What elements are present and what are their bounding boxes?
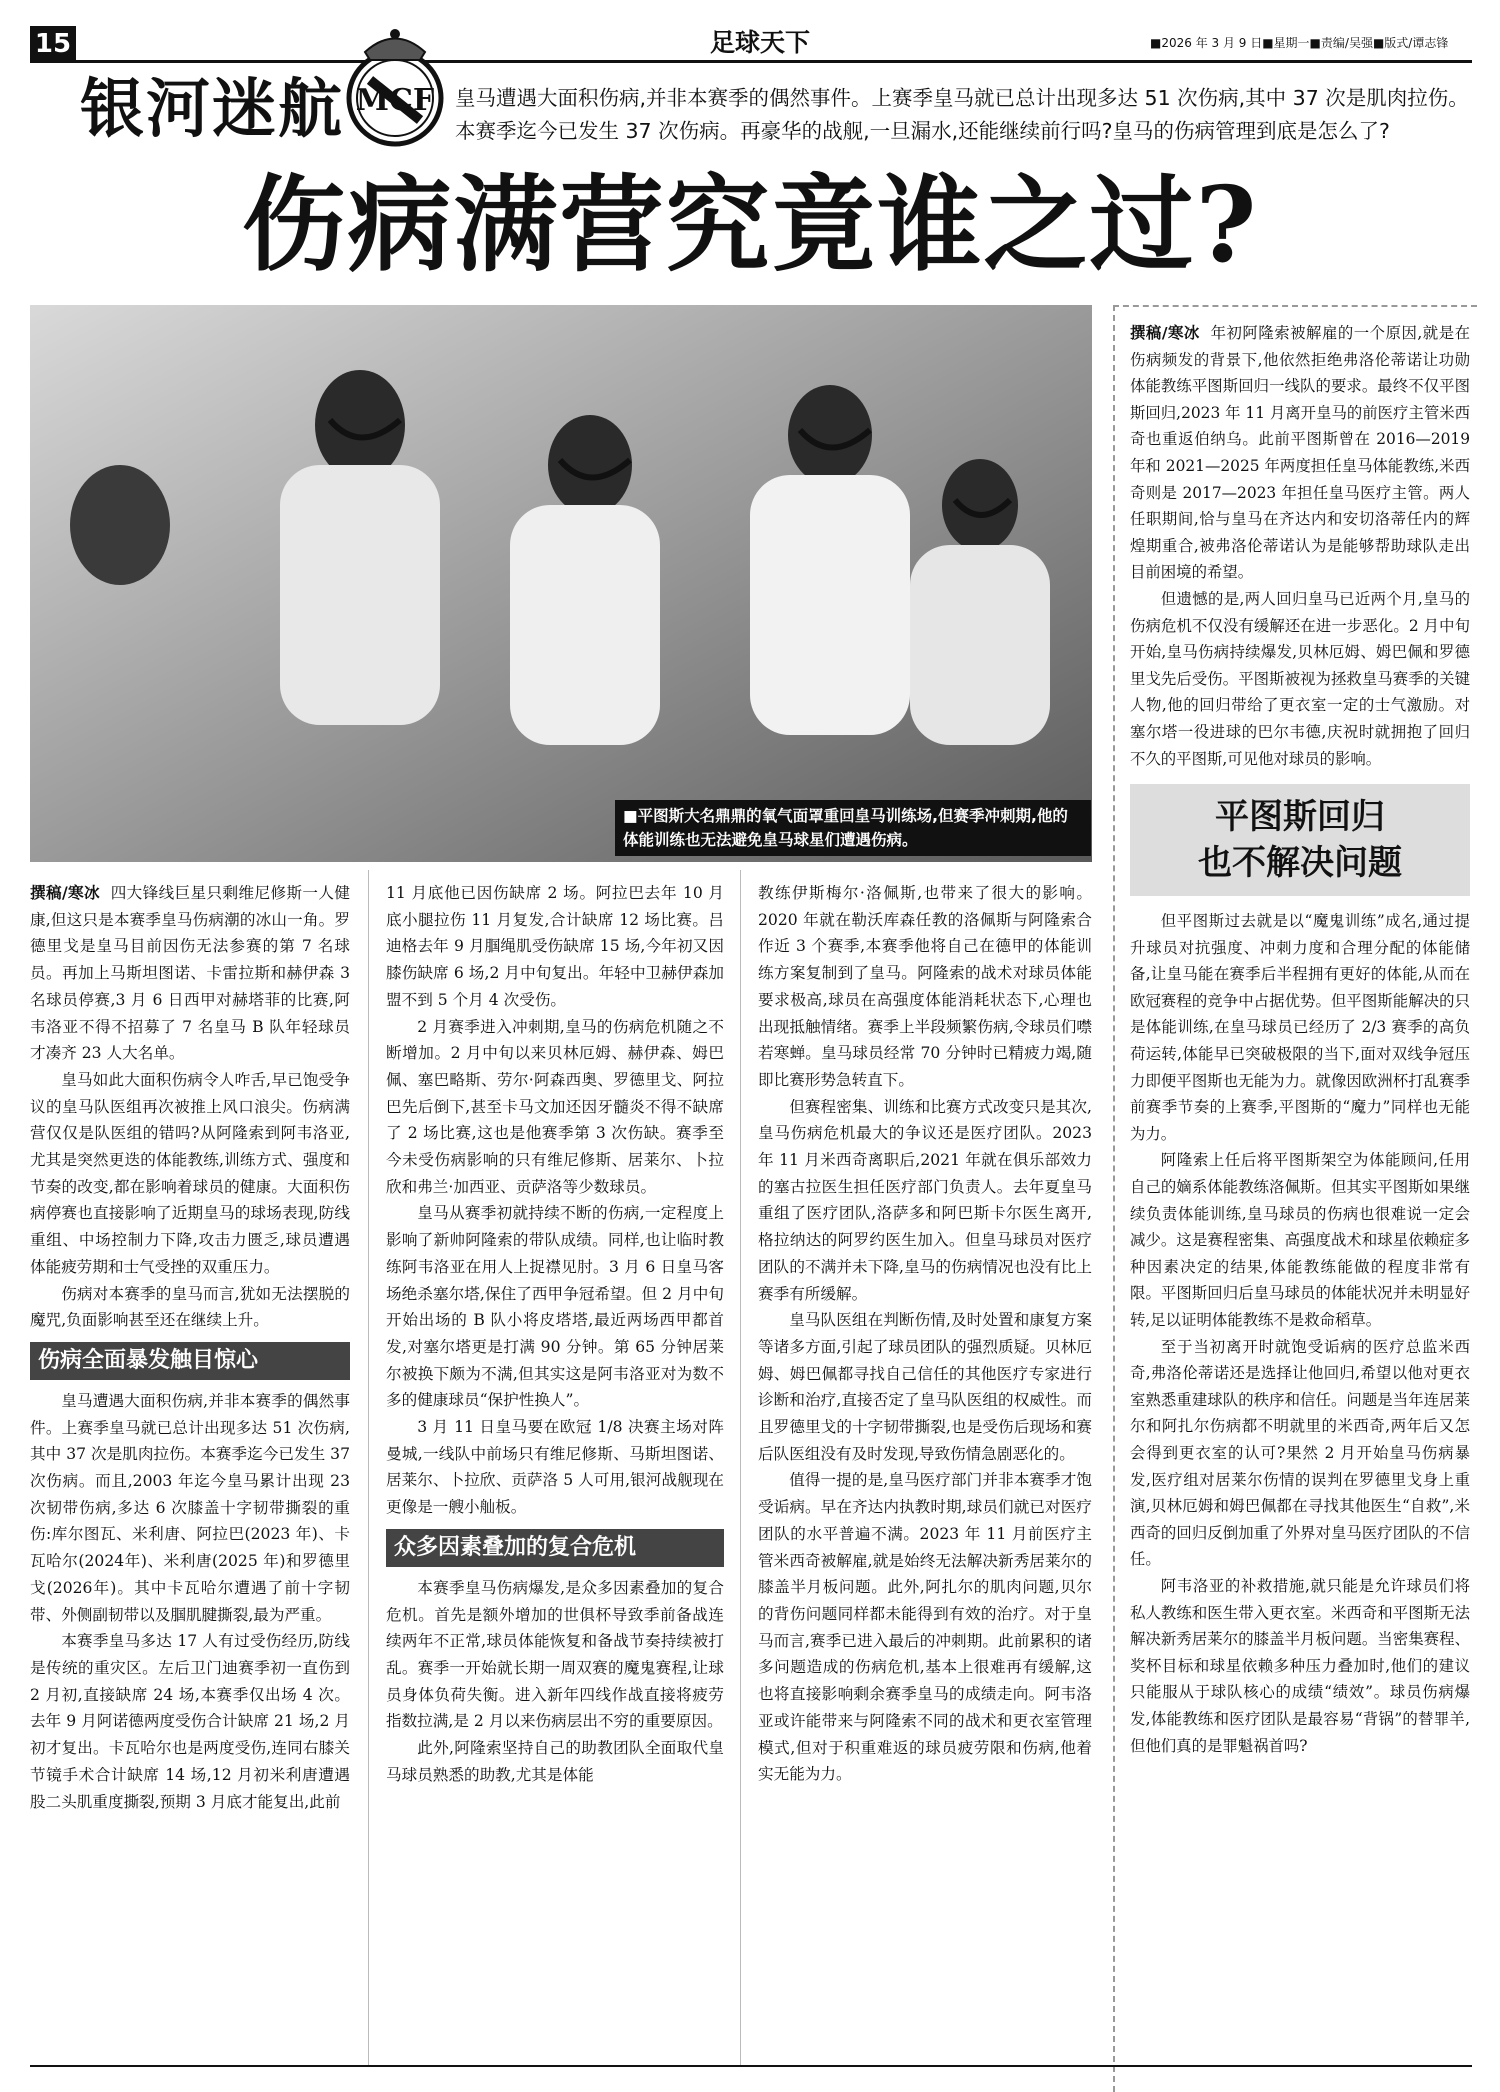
- article-paragraph: 皇马遭遇大面积伤病,并非本赛季的偶然事件。上赛季皇马就已总计出现多达 51 次伤病,其中 37 次是肌肉拉伤。本赛季迄今已发生 37 次伤病。而且,2003 年迄今皇马累计出现 23 次韧带伤病,多达 6 次膝盖十字韧带撕裂的重伤:库尔图瓦、米利唐、阿拉巴(2023 年)、卡瓦哈尔(2024年)、米利唐(2025 年)和罗德里戈(2026年)。其中卡瓦哈尔遭遇了前十字韧带、外侧副韧带以及腘肌腱撕裂,最为严重。: [30, 1391, 350, 1624]
- paragraph-text: 年初阿隆索被解雇的一个原因,就是在伤病频发的背景下,他依然拒绝弗洛伦蒂诺让功勋体能教练平图斯回归一线队的要求。最终不仅平图斯回归,2023 年 11 月离开皇马的前医疗主管米西奇也重返伯纳乌。此前平图斯曾在 2016—2019 年和 2021—2025 年两度担任皇马体能教练,米西奇则是 2017—2023 年担任皇马医疗主管。两人任职期间,恰与皇马在齐达内和安切洛蒂任内的辉煌期重合,被弗洛伦蒂诺认为是能够帮助球队走出目前困境的希望。: [1130, 324, 1470, 582]
- players-training-masks-photo-icon: [30, 305, 1092, 862]
- section-title: 足球天下: [709, 28, 810, 57]
- article-paragraph: 但赛程密集、训练和比赛方式改变只是其次,皇马伤病危机最大的争议还是医疗团队。2023 年 11 月米西奇离职后,2021 年就在俱乐部效力的塞古拉医生担任医疗部门负责人。去年夏皇马重组了医疗团队,洛萨多和阿巴斯卡尔医生离开,格拉纳达的阿罗约医生加入。但皇马球员对医疗团队的不满并未下降,皇马的伤病情况也没有比上赛季有所缓解。: [758, 1097, 1092, 1303]
- article-paragraph: 11 月底他已因伤缺席 2 场。阿拉巴去年 10 月底小腿拉伤 11 月复发,合计缺席 12 场比赛。吕迪格去年 9 月腘绳肌受伤缺席 15 场,今年初又因膝伤缺席 6 场,2 月中旬复出。年轻中卫赫伊森加盟不到 5 个月 4 次受伤。: [386, 884, 724, 1009]
- article-paragraph: [30, 880, 350, 1067]
- paragraph-text: 四大锋线巨星只剩维尼修斯一人健康,但这只是本赛季皇马伤病潮的冰山一角。罗德里戈是皇马目前因伤无法参赛的第 7 名球员。再加上马斯坦图诺、卡雷拉斯和赫伊森 3 名球员停赛,3 月 6 日西甲对赫塔菲的比赛,阿韦洛亚不得不招募了 7 名皇马 B 队年轻球员才凑齐 23 人大名单。: [30, 884, 350, 1063]
- sidebar-article: [1130, 320, 1470, 1759]
- column-name: 银河迷航: [80, 73, 344, 147]
- header-rule: [30, 60, 1472, 63]
- club-crest-icon: [340, 20, 450, 150]
- byline: 撰稿/寒冰: [1130, 324, 1200, 342]
- article-paragraph: 皇马从赛季初就持续不断的伤病,一定程度上影响了新帅阿隆索的带队成绩。同样,也让临时教练阿韦洛亚在用人上捉襟见肘。3 月 6 日皇马客场绝杀塞尔塔,保住了西甲争冠希望。但 2 月中旬开始出场的 B 队小将皮塔塔,最近两场西甲都首发,对塞尔塔更是打满 90 分钟。第 65 分钟居莱尔被换下颇为不满,但其实这是阿韦洛亚对为数不多的健康球员“保护性换人”。: [386, 1204, 724, 1410]
- article-paragraph: 本赛季皇马伤病爆发,是众多因素叠加的复合危机。首先是额外增加的世俱杯导致季前备战连续两年不正常,球员体能恢复和备战节奏持续被打乱。赛季一开始就长期一周双赛的魔鬼赛程,让球员身体负荷失衡。进入新年四线作战直接将疲劳指数拉满,是 2 月以来伤病层出不穷的重要原因。: [386, 1578, 724, 1731]
- article-paragraph: 皇马如此大面积伤病令人咋舌,早已饱受争议的皇马队医组再次被推上风口浪尖。伤病满营仅仅是队医组的错吗?从阿隆索到阿韦洛亚,尤其是突然更迭的体能教练,训练方式、强度和节奏的改变,都在影响着球员的健康。大面积伤病停赛也直接影响了近期皇马的球场表现,防线重组、中场控制力下降,攻击力匮乏,球员遭遇体能疲劳期和士气受挫的双重压力。: [30, 1070, 350, 1276]
- article-paragraph: 但平图斯过去就是以“魔鬼训练”成名,通过提升球员对抗强度、冲刺力度和合理分配的体能储备,让皇马能在赛季后半程拥有更好的体能,从而在欧冠赛程的竞争中占据优势。但平图斯能解决的只是体能训练,在皇马球员已经历了 2/3 赛季的高负荷运转,体能早已突破极限的当下,面对双线争冠压力即便平图斯也无能为力。就像因欧洲杯打乱赛季前赛季节奏的上赛季,平图斯的“魔力”同样也无能为力。: [1130, 912, 1470, 1143]
- article-paragraph: 至于当初离开时就饱受诟病的医疗总监米西奇,弗洛伦蒂诺还是选择让他回归,希望以他对更衣室熟悉重建球队的秩序和信任。问题是当年连居莱尔和阿扎尔伤病都不明就里的米西奇,两年后又怎会得到更衣室的认可?果然 2 月开始皇马伤病暴发,医疗组对居莱尔伤情的误判在罗德里戈身上重演,贝林厄姆和姆巴佩都在寻找其他医生“自救”,米西奇的回归反倒加重了外界对皇马医疗团队的不信任。: [1130, 1337, 1470, 1569]
- svg-text:MCF: MCF: [355, 83, 435, 118]
- article-paragraph: 2 月赛季进入冲刺期,皇马的伤病危机随之不断增加。2 月中旬以来贝林厄姆、赫伊森、姆巴佩、塞巴略斯、劳尔·阿森西奥、罗德里戈、阿拉巴先后倒下,甚至卡马文加还因牙髓炎不得不缺席了 2 场比赛,这也是他赛季第 3 次伤缺。赛季至今未受伤病影响的只有维尼修斯、居莱尔、卜拉欣和弗兰·加西亚、贡萨洛等少数球员。: [386, 1017, 724, 1196]
- article-paragraph: 值得一提的是,皇马医疗部门并非本赛季才饱受诟病。早在齐达内执教时期,球员们就已对医疗团队的水平普遍不满。2023 年 11 月前医疗主管米西奇被解雇,就是始终无法解决新秀居莱尔的膝盖半月板问题。此外,阿扎尔的肌肉问题,贝尔的背伤问题同样都未能得到有效的治疗。对于皇马而言,赛季已进入最后的冲刺期。此前累积的诸多问题造成的伤病危机,基本上很难再有缓解,这也将直接影响剩余赛季皇马的成绩走向。阿韦洛亚或许能带来与阿隆索不同的战术和更衣室管理模式,但对于积重难返的球员疲劳限和伤病,他着实无能为力。: [758, 1471, 1092, 1784]
- article-paragraph: 阿韦洛亚的补救措施,就只能是允许球员们将私人教练和医生带入更衣室。米西奇和平图斯无法解决新秀居莱尔的膝盖半月板问题。当密集赛程、奖杯目标和球星依赖多种压力叠加时,他们的建议只能服从于球队核心的成绩“绩效”。球员伤病爆发,体能教练和医疗团队是最容易“背锅”的替罪羊,但他们真的是罪魁祸首吗?: [1130, 1576, 1470, 1755]
- sidebar-subhead-line: 平图斯回归: [1215, 797, 1385, 838]
- byline: 撰稿/寒冰: [30, 884, 100, 902]
- article-paragraph: 皇马队医组在判断伤情,及时处置和康复方案等诸多方面,引起了球员团队的强烈质疑。贝林厄姆、姆巴佩都寻找自己信任的其他医疗专家进行诊断和治疗,直接否定了皇马队医组的权威性。而且罗德里戈的十字韧带撕裂,也是受伤后现场和赛后队医组没有及时发现,导致伤情急剧恶化的。: [758, 1311, 1092, 1463]
- lead-paragraph: 皇马遭遇大面积伤病,并非本赛季的偶然事件。上赛季皇马就已总计出现多达 51 次伤病,其中 37 次是肌肉拉伤。本赛季迄今已发生 37 次伤病。再豪华的战舰,一旦漏水,还能继续前行吗?皇马的伤病管理到底是怎么了?: [455, 86, 1469, 143]
- headline: 伤病满营究竟谁之过?: [241, 163, 1259, 286]
- article-column-2: [386, 880, 724, 1789]
- article-column-3: [758, 880, 1092, 1788]
- article-column-1: [30, 880, 350, 1815]
- players-training-photo: [30, 305, 1092, 862]
- article-paragraph: 本赛季皇马多达 17 人有过受伤经历,防线是传统的重灾区。左后卫门迪赛季初一直伤到 2 月初,直接缺席 24 场,本赛季仅出场 4 次。去年 9 月阿诺德两度受伤合计缺席 21 场,2 月初才复出。卡瓦哈尔也是两度受伤,连同右膝关节镜手术合计缺席 14 场,12 月初米利唐遭遇股二头肌重度撕裂,预期 3 月底才能复出,此前: [30, 1632, 350, 1811]
- article-paragraph: 教练伊斯梅尔·洛佩斯,也带来了很大的影响。2020 年就在勒沃库森任教的洛佩斯与阿隆索合作近 3 个赛季,本赛季他将自己在德甲的体能训练方案复制到了皇马。阿隆索的战术对球员体能要求极高,球员在高强度体能消耗状态下,心理也出现抵触情绪。赛季上半段频繁伤病,令球员们噤若寒蝉。皇马球员经常 70 分钟时已精疲力竭,随即比赛形势急转直下。: [758, 884, 1092, 1089]
- article-paragraph: 3 月 11 日皇马要在欧冠 1/8 决赛主场对阵曼城,一线队中前场只有维尼修斯、马斯坦图诺、居莱尔、卜拉欣、贡萨洛 5 人可用,银河战舰现在更像是一艘小舢板。: [386, 1418, 724, 1517]
- column-divider: [368, 870, 369, 2065]
- footer-rule: [30, 2065, 1472, 2067]
- column-divider: [740, 870, 741, 2065]
- sidebar-subhead: [1130, 784, 1470, 896]
- article-paragraph: 伤病对本赛季的皇马而言,犹如无法摆脱的魔咒,负面影响甚至还在继续上升。: [30, 1284, 350, 1330]
- page-number: 15: [30, 26, 76, 62]
- article-paragraph: 此外,阿隆索坚持自己的助教团队全面取代皇马球员熟悉的助教,尤其是体能: [386, 1739, 724, 1784]
- section-subhead: 众多因素叠加的复合危机: [386, 1529, 724, 1567]
- photo-caption: ■平图斯大名鼎鼎的氧气面罩重回皇马训练场,但赛季冲刺期,他的体能训练也无法避免皇马球星们遭遇伤病。: [615, 800, 1091, 856]
- sidebar-subhead-line: 也不解决问题: [1198, 843, 1402, 884]
- article-paragraph: [1130, 320, 1470, 586]
- article-paragraph: 阿隆索上任后将平图斯架空为体能顾问,任用自己的嫡系体能教练洛佩斯。但其实平图斯如果继续负责体能训练,皇马球员的伤病也很难说一定会减少。这是赛程密集、高强度战术和球星依赖症多种因素决定的结果,体能教练能做的程度非常有限。平图斯回归后皇马球员的体能状况并未明显好转,足以证明体能教练不是救命稻草。: [1130, 1151, 1470, 1329]
- issue-meta: ■2026 年 3 月 9 日■星期一■责编/吴强■版式/谭志锋: [1150, 36, 1449, 50]
- section-subhead: 伤病全面暴发触目惊心: [30, 1342, 350, 1380]
- article-paragraph: 但遗憾的是,两人回归皇马已近两个月,皇马的伤病危机不仅没有缓解还在进一步恶化。2 月中旬开始,皇马伤病持续爆发,贝林厄姆、姆巴佩和罗德里戈先后受伤。平图斯被视为拯救皇马赛季的关键人物,他的回归带给了更衣室一定的士气激励。对塞尔塔一役进球的巴尔韦德,庆祝时就拥抱了回归不久的平图斯,可见他对球员的影响。: [1130, 589, 1470, 768]
